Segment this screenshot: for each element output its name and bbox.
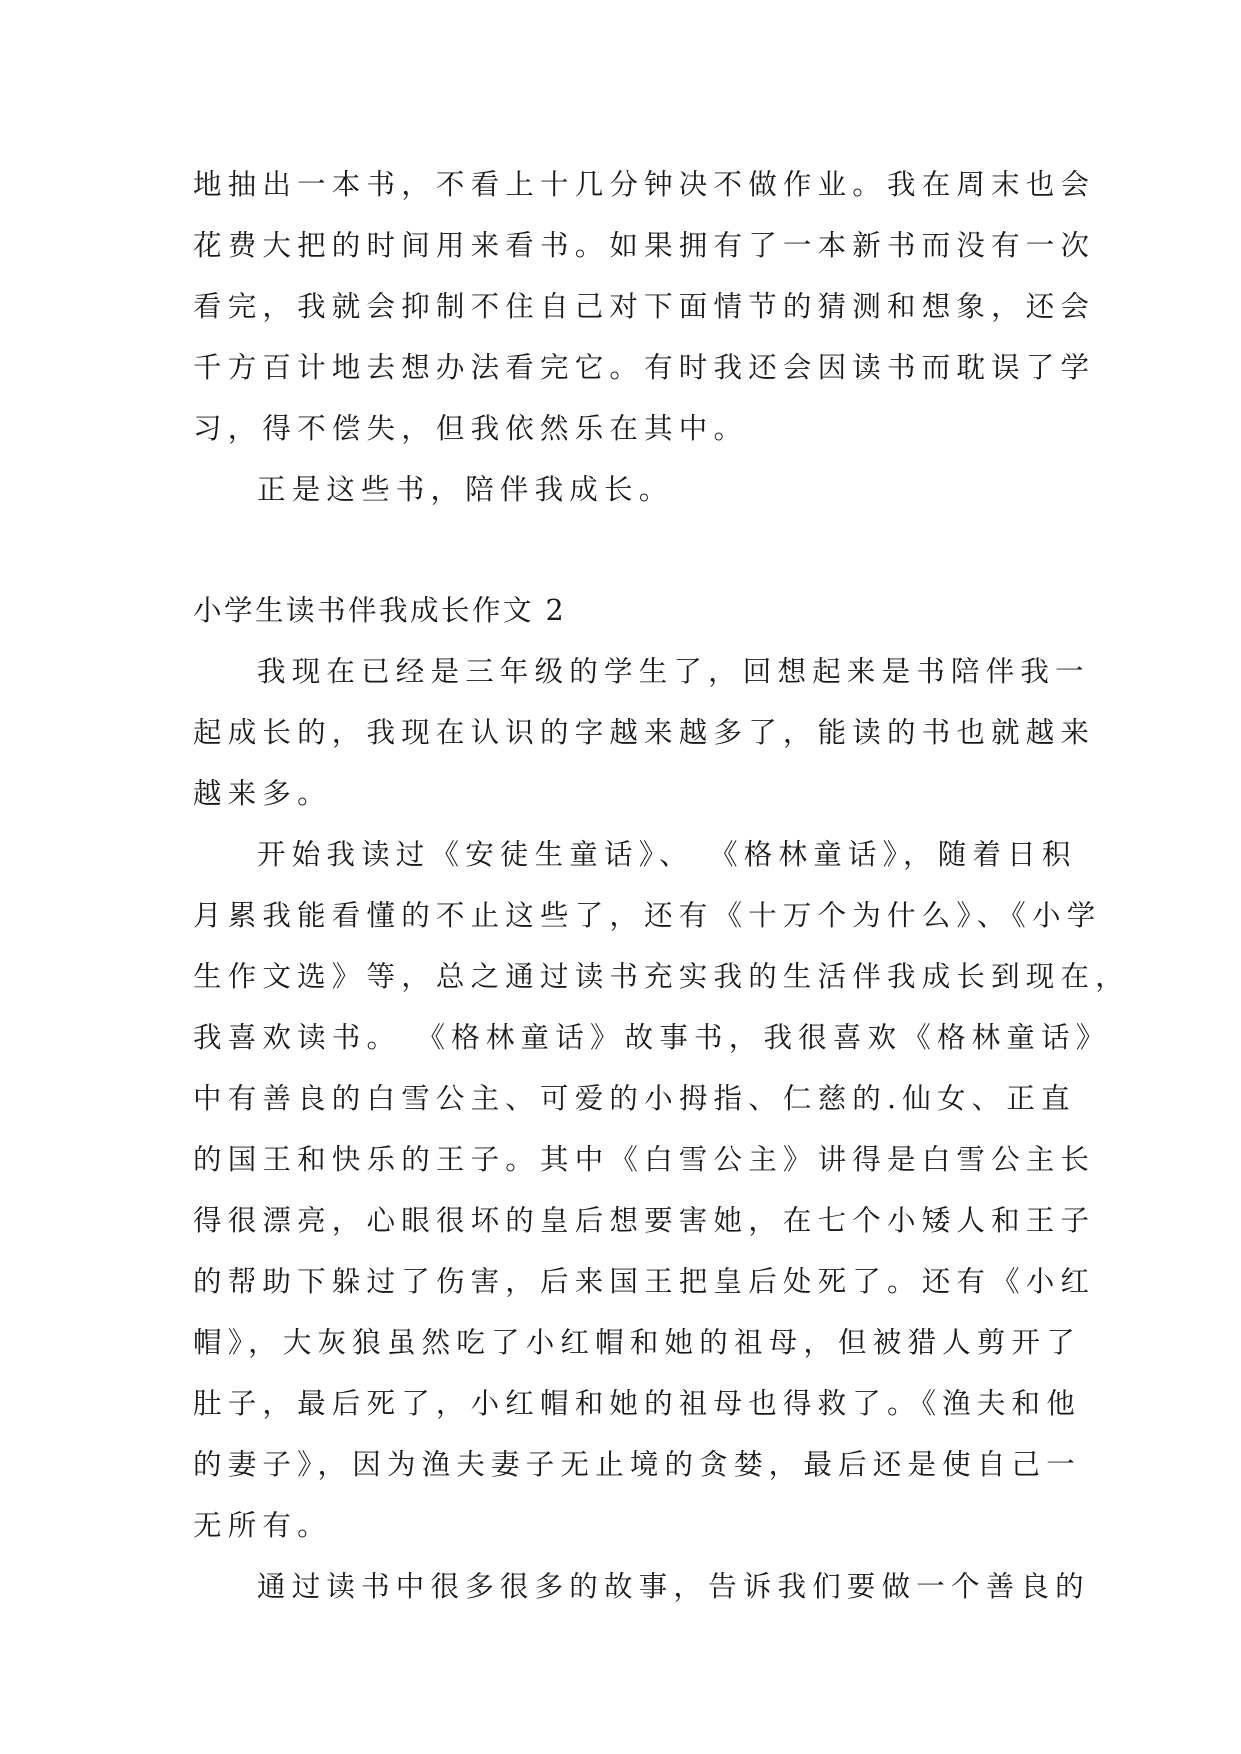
text-line: 帽》，大灰狼虽然吃了小红帽和她的祖母，但被猎人剪开了 bbox=[193, 1326, 1081, 1359]
text-line: 无所有。 bbox=[193, 1509, 332, 1542]
text-line: 的妻子》，因为渔夫妻子无止境的贪婪，最后还是使自己一 bbox=[193, 1448, 1081, 1481]
section-heading bbox=[193, 580, 1057, 641]
text-line: 通过读书中很多很多的故事，告诉我们要做一个善良的 bbox=[257, 1570, 1090, 1603]
text-line: 月累我能看懂的不止这些了，还有《十万个为什么》、《小学 bbox=[193, 899, 1102, 932]
text-line: 我现在已经是三年级的学生了，回想起来是书陪伴我一 bbox=[257, 655, 1090, 688]
text-line: 越来多。 bbox=[193, 777, 332, 810]
blank-line bbox=[193, 520, 1057, 580]
essay-title: 小学生读书伴我成长作文 2 bbox=[193, 594, 567, 627]
text-line: 中有善良的白雪公主、可爱的小拇指、仁慈的.仙女、正直 bbox=[193, 1082, 1076, 1115]
text-line: 的帮助下躲过了伤害，后来国王把皇后处死了。还有《小红 bbox=[193, 1265, 1096, 1298]
paragraph-1 bbox=[193, 641, 1096, 824]
text-line: 我喜欢读书。 《格林童话》故事书，我很喜欢《格林童话》 bbox=[193, 1021, 1111, 1054]
text-line: 得很漂亮，心眼很坏的皇后想要害她，在七个小矮人和王子 bbox=[193, 1204, 1096, 1237]
text-line: 的国王和快乐的王子。其中《白雪公主》讲得是白雪公主长 bbox=[193, 1143, 1096, 1176]
text-line: 地抽出一本书，不看上十几分钟决不做作业。我在周末也会 bbox=[193, 168, 1096, 201]
text-line: 花费大把的时间用来看书。如果拥有了一本新书而没有一次 bbox=[193, 229, 1096, 262]
text-line: 生作文选》等，总之通过读书充实我的生活伴我成长到现在， bbox=[193, 960, 1130, 993]
text-line: 肚子，最后死了，小红帽和她的祖母也得救了。《渔夫和他 bbox=[193, 1387, 1081, 1420]
text-line: 千方百计地去想办法看完它。有时我还会因读书而耽误了学 bbox=[193, 351, 1096, 384]
document-body bbox=[193, 154, 1130, 1617]
text-line: 正是这些书，陪伴我成长。 bbox=[257, 473, 674, 506]
text-line: 看完，我就会抑制不住自己对下面情节的猜测和想象，还会 bbox=[193, 290, 1096, 323]
paragraph-continued bbox=[193, 154, 1096, 459]
paragraph-3 bbox=[193, 1556, 1090, 1617]
paragraph-2 bbox=[193, 824, 1130, 1556]
text-line: 习，得不偿失，但我依然乐在其中。 bbox=[193, 412, 749, 445]
text-line: 起成长的，我现在认识的字越来越多了，能读的书也就越来 bbox=[193, 716, 1096, 749]
paragraph-closing bbox=[193, 459, 1057, 520]
text-line: 开始我读过《安徒生童话》、 《格林童话》，随着日积 bbox=[257, 838, 1077, 871]
